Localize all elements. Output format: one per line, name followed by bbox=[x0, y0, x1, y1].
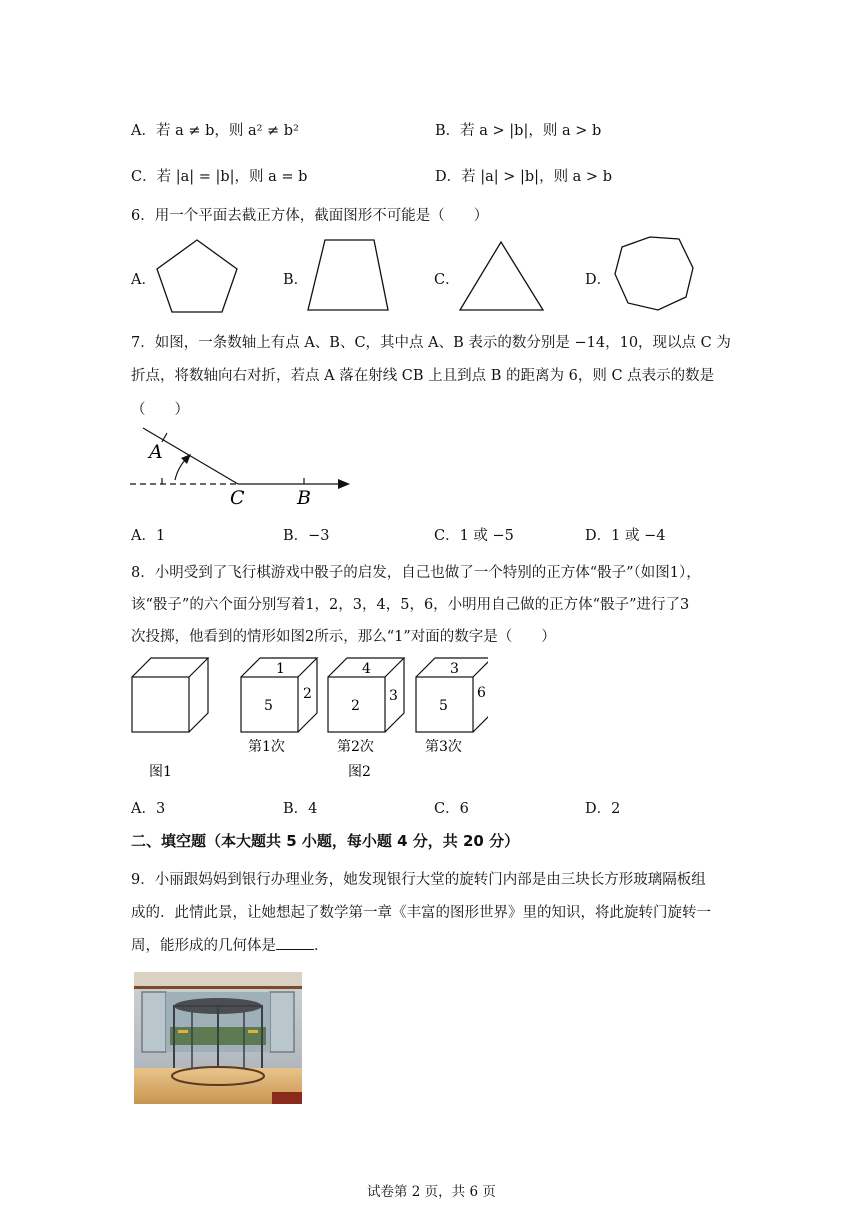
q7-stem-line2: 折点，将数轴向右对折，若点 A 落在射线 CB 上且到点 B 的距离为 6，则 C 点表示的数是 bbox=[131, 368, 715, 384]
answer-blank bbox=[276, 937, 314, 950]
q7-option-c: C．1 或 −5 bbox=[434, 528, 514, 544]
pentagon-icon bbox=[150, 232, 245, 317]
cube3-side: 6 bbox=[477, 685, 486, 701]
cube3-top: 3 bbox=[450, 661, 459, 677]
cube2-side: 3 bbox=[389, 688, 398, 704]
label-c: C bbox=[230, 487, 245, 509]
cube-fig1 bbox=[132, 658, 208, 732]
q5-option-c: C．若 |a| = |b|，则 a = b bbox=[131, 169, 308, 185]
label-a: A bbox=[149, 441, 163, 463]
heptagon-icon bbox=[607, 231, 702, 316]
q6-label-d: D． bbox=[585, 272, 612, 288]
q7-stem-line3: （ ） bbox=[131, 402, 189, 418]
cube-throw-1 bbox=[241, 658, 317, 732]
page-footer: 试卷第 2 页，共 6 页 bbox=[367, 1184, 496, 1200]
q9-stem-line1: 9．小丽跟妈妈到银行办理业务，她发现银行大堂的旋转门内部是由三块长方形玻璃隔板组 bbox=[131, 872, 706, 888]
q8-option-c: C．6 bbox=[434, 801, 469, 817]
cube2-front: 2 bbox=[351, 698, 360, 714]
cube2-caption: 第2次 bbox=[337, 739, 374, 755]
triangle-icon bbox=[455, 236, 550, 316]
cube-throw-3 bbox=[416, 658, 488, 732]
q5-option-b: B．若 a > |b|，则 a > b bbox=[435, 123, 602, 139]
cube1-top: 1 bbox=[276, 661, 285, 677]
q6-label-a: A． bbox=[131, 272, 156, 288]
q8-option-a: A．3 bbox=[131, 801, 166, 817]
fig2-caption: 图2 bbox=[348, 764, 371, 780]
cube2-top: 4 bbox=[362, 661, 371, 677]
q8-stem-line1: 8．小明受到了飞行棋游戏中骰子的启发，自己也做了一个特别的正方体“骰子”（如图1）， bbox=[131, 565, 701, 581]
q7-stem-line1: 7．如图，一条数轴上有点 A、B、C，其中点 A、B 表示的数分别是 −14，10，现以点 C 为 bbox=[131, 335, 731, 351]
q9-line3-end: ． bbox=[314, 938, 329, 954]
q7-option-d: D．1 或 −4 bbox=[585, 528, 666, 544]
axis-arrowhead bbox=[338, 479, 350, 489]
cube3-caption: 第3次 bbox=[425, 739, 462, 755]
dice-figures bbox=[128, 652, 488, 787]
fig1-caption: 图1 bbox=[149, 764, 172, 780]
q6-label-c: C． bbox=[434, 272, 460, 288]
q9-line3-text: 周，能形成的几何体是 bbox=[131, 938, 276, 954]
q5-option-d: D．若 |a| > |b|，则 a > b bbox=[435, 169, 612, 185]
revolving-door-photo bbox=[134, 972, 302, 1104]
cube1-side: 2 bbox=[303, 686, 312, 702]
q9-stem-line2: 成的．此情此景，让她想起了数学第一章《丰富的图形世界》里的知识，将此旋转门旋转一 bbox=[131, 905, 711, 921]
cube1-caption: 第1次 bbox=[248, 739, 285, 755]
trapezoid-icon bbox=[303, 236, 398, 316]
cube-throw-2 bbox=[328, 658, 404, 732]
section-heading: 二、填空题（本大题共 5 小题，每小题 4 分，共 20 分） bbox=[131, 832, 520, 850]
cube1-front: 5 bbox=[264, 698, 273, 714]
q5-option-a: A．若 a ≠ b，则 a² ≠ b² bbox=[131, 123, 299, 139]
q7-option-b: B．−3 bbox=[283, 528, 330, 544]
q9-stem-line3 bbox=[131, 934, 329, 955]
q8-option-b: B．4 bbox=[283, 801, 318, 817]
q6-stem: 6．用一个平面去截正方体，截面图形不可能是（ ） bbox=[131, 208, 489, 224]
q8-stem-line2: 该“骰子”的六个面分别写着1，2，3，4，5，6，小明用自己做的正方体“骰子”进行了3 bbox=[131, 597, 690, 613]
cube3-front: 5 bbox=[439, 698, 448, 714]
q7-option-a: A．1 bbox=[131, 528, 166, 544]
q8-option-d: D．2 bbox=[585, 801, 621, 817]
q6-label-b: B． bbox=[283, 272, 309, 288]
number-line-figure bbox=[125, 420, 360, 515]
q8-stem-line3: 次投掷，他看到的情形如图2所示，那么“1”对面的数字是（ ） bbox=[131, 629, 556, 645]
label-b: B bbox=[297, 487, 311, 509]
